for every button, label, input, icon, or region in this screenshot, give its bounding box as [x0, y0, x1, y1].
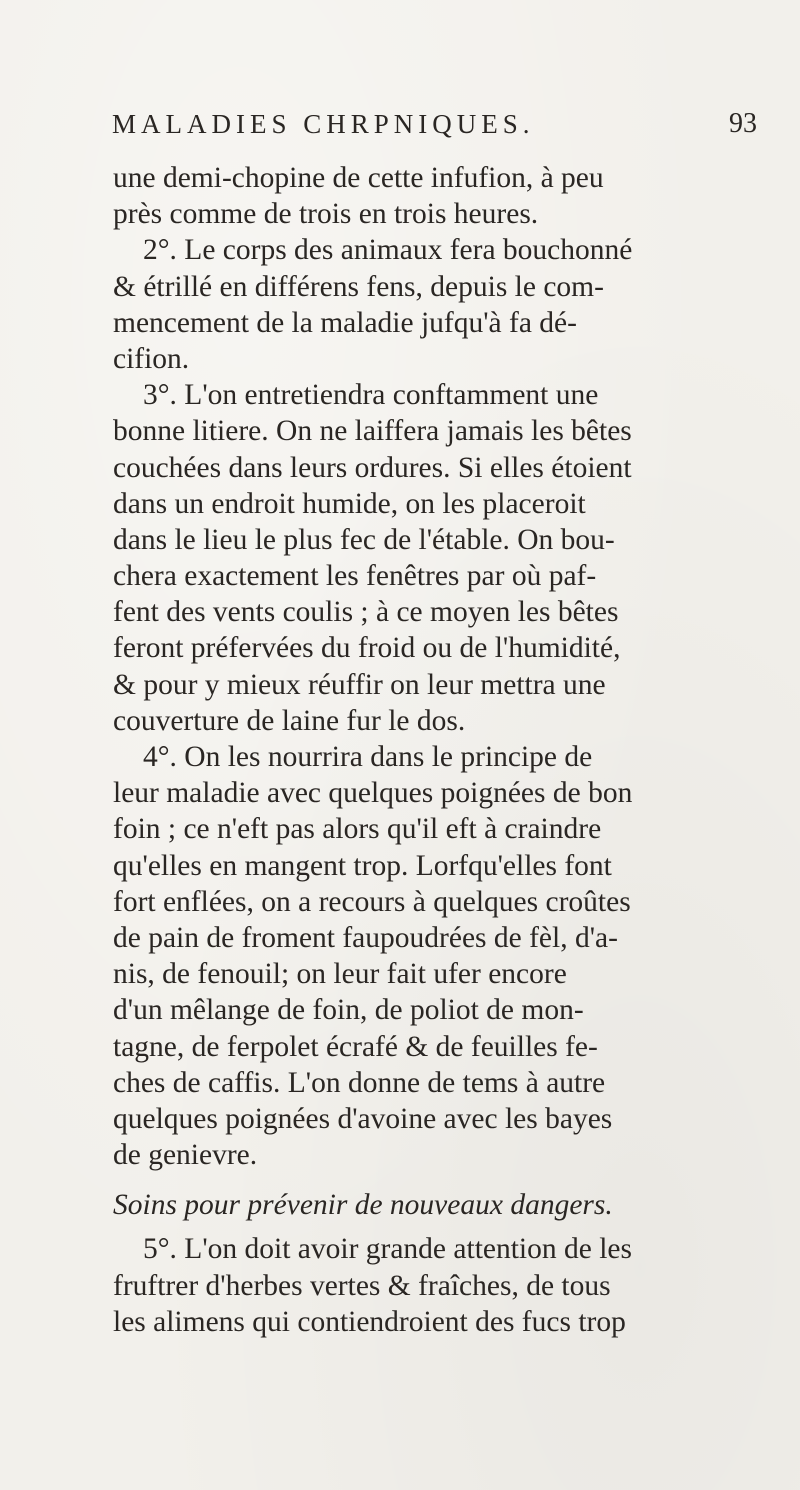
text-line: 4°. On les nourrira dans le principe de [143, 741, 593, 773]
text-line: nis, de fenouil; on leur fait ufer encore [113, 958, 567, 991]
text-line: 5°. L'on doit avoir grande attention de les [143, 1233, 632, 1266]
text-line: cifion. [113, 342, 190, 375]
text-line: foin ; ce n'eft pas alors qu'il eft à craindre [113, 813, 602, 846]
text-line: dans un endroit humide, on les placeroit [113, 487, 586, 520]
page-number: 93 [729, 108, 757, 139]
running-head: MALADIES CHRPNIQUES. [112, 109, 535, 139]
text-line: feront préfervées du froid ou de l'humidité, [113, 632, 621, 665]
text-line: dans le lieu le plus fec de l'étable. On bou- [113, 523, 615, 556]
text-line: fent des vents coulis ; à ce moyen les bêtes [113, 596, 619, 629]
text-line: de pain de froment faupoudrées de fèl, d'a- [113, 921, 618, 954]
text-line: qu'elles en mangent trop. Lorfqu'elles font [113, 849, 612, 882]
text-line: mencement de la maladie jufqu'à fa dé- [113, 306, 577, 339]
text-line: de genievre. [113, 1139, 258, 1172]
body-text [113, 160, 773, 1340]
text-line: les alimens qui contiendroient des fucs trop [113, 1305, 626, 1338]
text-line: & pour y mieux réuffir on leur mettra une [113, 668, 606, 701]
text-line: tagne, de ferpolet écrafé & de feuilles fe- [113, 1030, 598, 1063]
page-header [112, 104, 757, 144]
paragraph-block [113, 160, 773, 1173]
text-line: ches de caffis. L'on donne de tems à autre [113, 1066, 606, 1099]
text-line: leur maladie avec quelques poignées de bon [113, 777, 633, 810]
text-line: fruftrer d'herbes vertes & fraîches, de tous [113, 1269, 611, 1302]
text-line: bonne litiere. On ne laiffera jamais les bêtes [113, 415, 632, 448]
text-line: près comme de trois en trois heures. [113, 198, 539, 231]
text-line: 3°. L'on entretiendra conftamment une [143, 379, 599, 412]
text-line: & étrillé en différens fens, depuis le com- [113, 270, 604, 303]
text-line: 2°. Le corps des animaux fera bouchonné [143, 234, 633, 267]
text-line: quelques poignées d'avoine avec les bayes [113, 1102, 613, 1135]
text-line: une demi-chopine de cette infufion, à peu [113, 162, 604, 194]
text-line: fort enflées, on a recours à quelques croûtes [113, 885, 631, 918]
text-line: chera exactement les fenêtres par où paf- [113, 560, 597, 593]
text-line: d'un mêlange de foin, de poliot de mon- [113, 994, 584, 1027]
text-line: couverture de laine fur le dos. [113, 704, 466, 737]
section-heading: Soins pour prévenir de nouveaux dangers. [113, 1189, 613, 1222]
paragraph-block-continued [113, 1231, 773, 1340]
text-line: couchées dans leurs ordures. Si elles étoient [113, 451, 632, 484]
